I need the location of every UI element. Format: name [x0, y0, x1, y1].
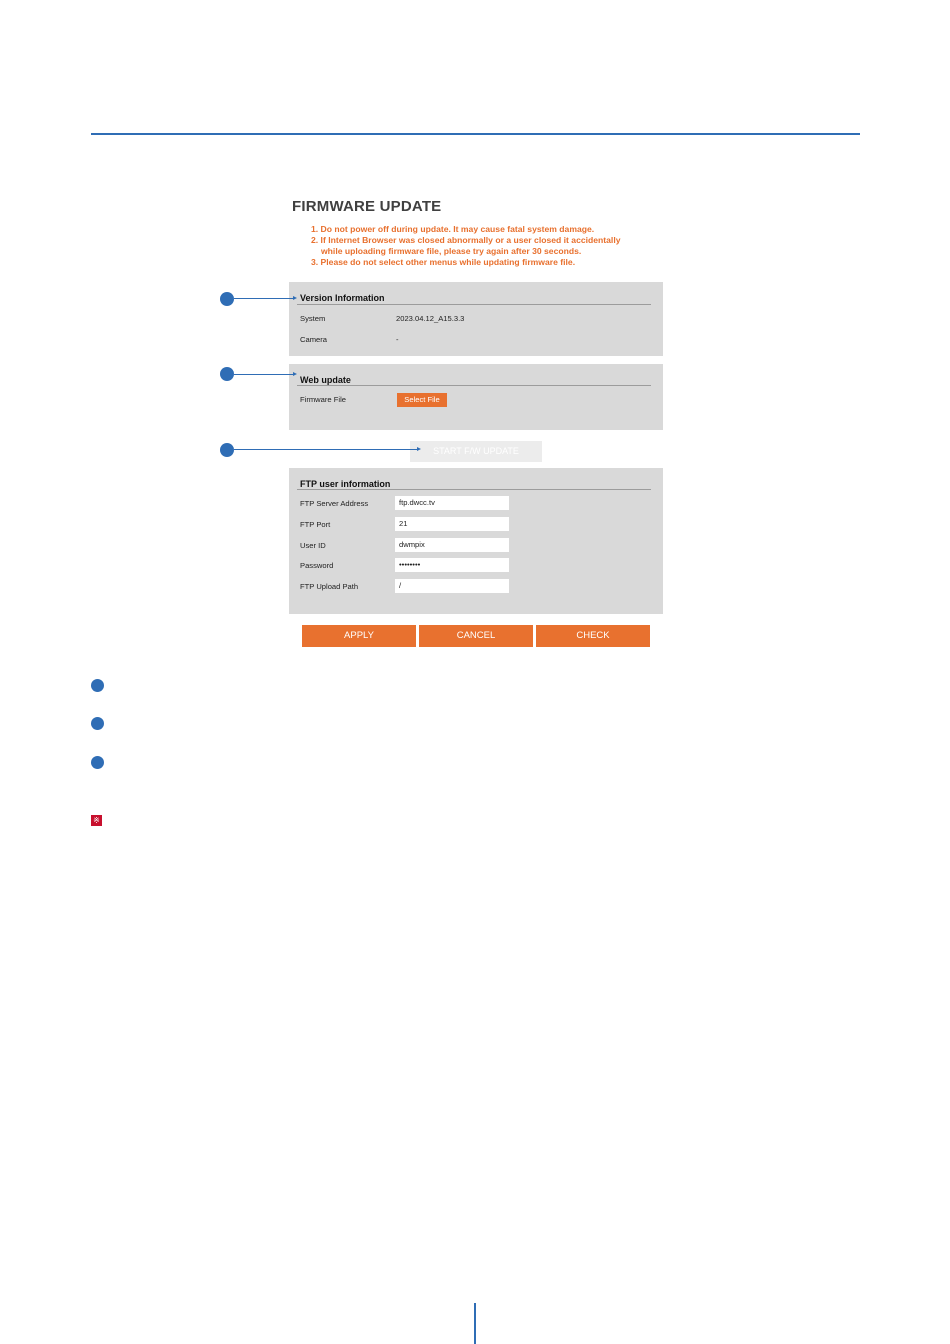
callout-1-arrow-icon: [293, 296, 297, 300]
footer-rule: [474, 1303, 476, 1344]
callout-1-marker: [220, 292, 234, 306]
password-input[interactable]: ••••••••: [395, 558, 509, 572]
panel-divider: [297, 304, 651, 305]
firmware-file-label: Firmware File: [300, 395, 346, 404]
ftp-port-input[interactable]: 21: [395, 517, 509, 531]
ftp-info-panel: [289, 468, 663, 614]
web-update-panel: [289, 364, 663, 430]
warning-1: 1. Do not power off during update. It may cause fatal system damage.: [311, 224, 595, 234]
user-id-input[interactable]: dwmpix: [395, 538, 509, 552]
cancel-button[interactable]: CANCEL: [419, 625, 533, 647]
password-label: Password: [300, 561, 334, 570]
note-icon: ※: [91, 815, 102, 826]
header-rule: [91, 133, 860, 135]
legend-marker-1: [91, 679, 104, 692]
camera-value: -: [396, 335, 399, 344]
version-info-panel: [289, 282, 663, 356]
warning-2: 2. If Internet Browser was closed abnormally or a user closed it accidentally: [311, 235, 621, 245]
user-id-label: User ID: [300, 541, 326, 550]
check-button[interactable]: CHECK: [536, 625, 650, 647]
panel-divider: [297, 489, 651, 490]
system-label: System: [300, 314, 326, 323]
callout-3-leader: [234, 449, 418, 450]
web-update-heading: Web update: [300, 375, 351, 385]
camera-label: Camera: [300, 335, 328, 344]
callout-1-leader: [234, 298, 294, 299]
ftp-info-heading: FTP user information: [300, 479, 391, 489]
apply-button[interactable]: APPLY: [302, 625, 416, 647]
page-title: FIRMWARE UPDATE: [292, 198, 442, 215]
warning-list: [311, 224, 620, 268]
legend-marker-2: [91, 717, 104, 730]
start-fw-update-button[interactable]: START F/W UPDATE: [410, 441, 542, 462]
ftp-port-label: FTP Port: [300, 520, 331, 529]
warning-3: 3. Please do not select other menus while updating firmware file.: [311, 257, 576, 267]
version-info-heading: Version Information: [300, 293, 385, 303]
callout-2-arrow-icon: [293, 372, 297, 376]
warning-2-continued: while uploading firmware file, please try again after 30 seconds.: [321, 246, 582, 256]
callout-2-marker: [220, 367, 234, 381]
select-file-button[interactable]: Select File: [397, 393, 447, 407]
callout-2-leader: [234, 374, 294, 375]
ftp-server-label: FTP Server Address: [300, 499, 369, 508]
ftp-server-input[interactable]: ftp.dwcc.tv: [395, 496, 509, 510]
callout-3-arrow-icon: [417, 447, 421, 451]
callout-3-marker: [220, 443, 234, 457]
ftp-upload-path-input[interactable]: /: [395, 579, 509, 593]
ftp-upload-path-label: FTP Upload Path: [300, 582, 359, 591]
panel-divider: [297, 385, 651, 386]
system-value: 2023.04.12_A15.3.3: [396, 314, 465, 323]
legend-marker-3: [91, 756, 104, 769]
